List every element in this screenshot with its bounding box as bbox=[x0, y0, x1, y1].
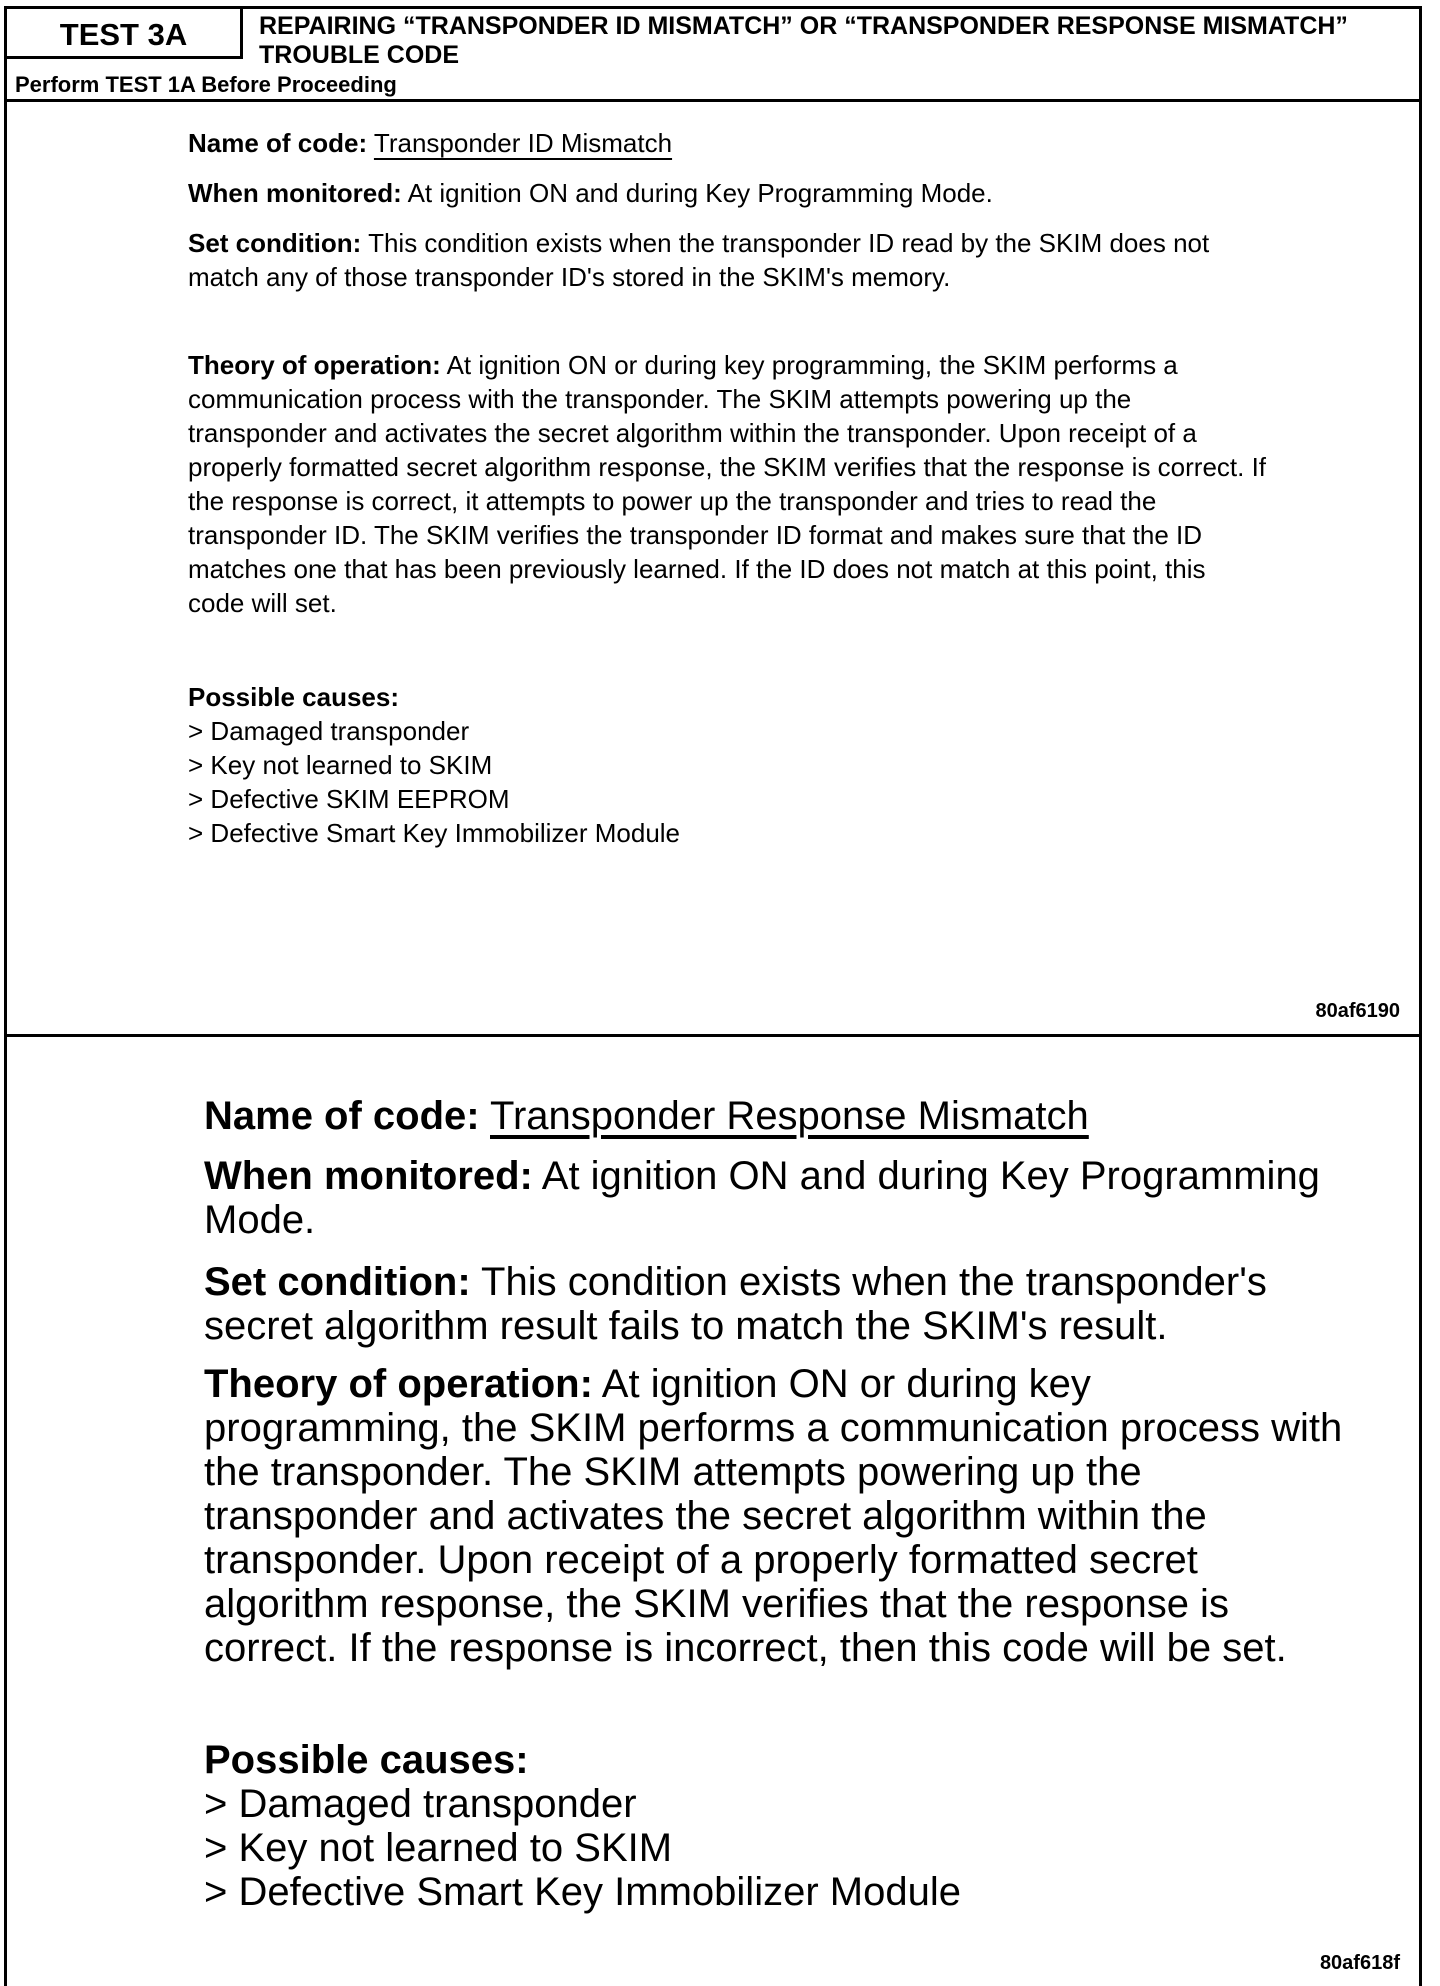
list-item: > Defective Smart Key Immobilizer Module bbox=[188, 816, 1268, 850]
theory-row bbox=[188, 348, 1268, 620]
set-condition-row bbox=[188, 226, 1268, 294]
causes-block bbox=[204, 1738, 1344, 1914]
test-header bbox=[4, 6, 1422, 102]
list-item: > Key not learned to SKIM bbox=[204, 1826, 1344, 1870]
theory-value: At ignition ON or during key programming, the SKIM performs a communication process with the transponder. The SKIM attempts powering up the transponder and activates the secret algorithm within the transponder. Upon receipt of a properly formatted secret algorithm response, the SKIM verifies that the response is correct. If the response is correct, it attempts to power up the transponder and tries to read the transponder ID. The SKIM verifies the transponder ID format and makes sure that the ID matches one that has been previously learned. If the ID does not match at this point, this code will set. bbox=[188, 350, 1267, 618]
causes-block bbox=[188, 680, 1268, 850]
list-item: > Defective Smart Key Immobilizer Module bbox=[204, 1870, 1344, 1914]
theory-label: Theory of operation: bbox=[188, 350, 441, 380]
theory-row bbox=[204, 1362, 1344, 1670]
set-condition-value: This condition exists when the transponder ID read by the SKIM does not match any of those transponder ID's stored in the SKIM's memory. bbox=[188, 228, 1210, 292]
causes-list bbox=[188, 714, 1268, 850]
code-name-value: Transponder Response Mismatch bbox=[490, 1094, 1089, 1138]
causes-label: Possible causes: bbox=[204, 1738, 529, 1782]
monitored-label: When monitored: bbox=[204, 1154, 533, 1198]
code-name-row bbox=[188, 126, 1268, 160]
code-name-label: Name of code: bbox=[204, 1094, 480, 1138]
figure-id: 80af618f bbox=[1319, 1952, 1400, 1974]
list-item: > Key not learned to SKIM bbox=[188, 748, 1268, 782]
causes-list bbox=[204, 1782, 1344, 1914]
theory-label: Theory of operation: bbox=[204, 1362, 593, 1406]
causes-label: Possible causes: bbox=[188, 682, 399, 712]
set-condition-row bbox=[204, 1260, 1344, 1348]
test-label: TEST 3A bbox=[7, 9, 243, 59]
set-condition-label: Set condition: bbox=[204, 1260, 471, 1304]
list-item: > Defective SKIM EEPROM bbox=[188, 782, 1268, 816]
code-name-row bbox=[204, 1094, 1344, 1138]
prerequisite-note: Perform TEST 1A Before Proceeding bbox=[15, 72, 397, 97]
monitored-value: At ignition ON and during Key Programming Mode. bbox=[204, 1154, 1320, 1242]
monitored-row bbox=[204, 1154, 1344, 1242]
test-title: REPAIRING “TRANSPONDER ID MISMATCH” OR “TRANSPONDER RESPONSE MISMATCH” TROUBLE CODE bbox=[259, 12, 1348, 69]
monitored-value: At ignition ON and during Key Programming Mode. bbox=[407, 178, 993, 208]
set-condition-value: This condition exists when the transponder's secret algorithm result fails to match the SKIM's result. bbox=[204, 1260, 1267, 1348]
code-name-value: Transponder ID Mismatch bbox=[373, 128, 673, 158]
figure-id: 80af6190 bbox=[1315, 1000, 1400, 1022]
set-condition-label: Set condition: bbox=[188, 228, 362, 258]
list-item: > Damaged transponder bbox=[204, 1782, 1344, 1826]
theory-value: At ignition ON or during key programming, the SKIM performs a communication process with the transponder. The SKIM attempts powering up the transponder and activates the secret algorithm within the transponder. Upon receipt of a properly formatted secret algorithm response, the SKIM verifies that the response is correct. If the response is incorrect, then this code will be set. bbox=[204, 1362, 1343, 1670]
monitored-label: When monitored: bbox=[188, 178, 402, 208]
list-item: > Damaged transponder bbox=[188, 714, 1268, 748]
monitored-row bbox=[188, 176, 1268, 210]
code-name-label: Name of code: bbox=[188, 128, 368, 158]
